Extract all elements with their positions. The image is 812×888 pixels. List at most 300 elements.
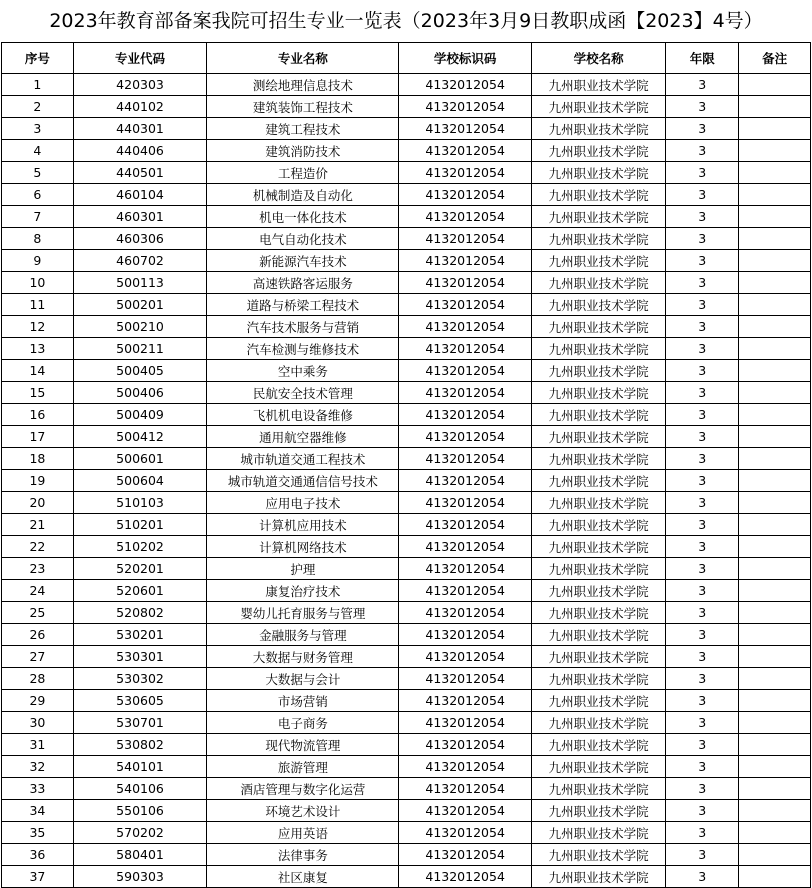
cell-major-name: 道路与桥梁工程技术 bbox=[207, 294, 399, 316]
cell-school-id: 4132012054 bbox=[399, 470, 531, 492]
cell-major-name: 机电一体化技术 bbox=[207, 206, 399, 228]
cell-major-name: 高速铁路客运服务 bbox=[207, 272, 399, 294]
cell-major-code: 500601 bbox=[73, 448, 206, 470]
cell-years: 3 bbox=[666, 734, 739, 756]
cell-major-code: 520201 bbox=[73, 558, 206, 580]
cell-school-id: 4132012054 bbox=[399, 580, 531, 602]
cell-school-name: 九州职业技术学院 bbox=[531, 250, 665, 272]
cell-years: 3 bbox=[666, 558, 739, 580]
cell-seq: 27 bbox=[2, 646, 74, 668]
cell-seq: 35 bbox=[2, 822, 74, 844]
table-row bbox=[2, 162, 811, 184]
cell-school-id: 4132012054 bbox=[399, 228, 531, 250]
table-title: 2023年教育部备案我院可招生专业一览表（2023年3月9日教职成函【2023】4号） bbox=[49, 10, 763, 32]
cell-school-id: 4132012054 bbox=[399, 250, 531, 272]
cell-school-name: 九州职业技术学院 bbox=[531, 294, 665, 316]
cell-major-code: 440301 bbox=[73, 118, 206, 140]
cell-years: 3 bbox=[666, 250, 739, 272]
cell-major-code: 500211 bbox=[73, 338, 206, 360]
table-row bbox=[2, 536, 811, 558]
cell-years: 3 bbox=[666, 668, 739, 690]
cell-notes bbox=[739, 162, 811, 184]
cell-major-name: 康复治疗技术 bbox=[207, 580, 399, 602]
cell-seq: 31 bbox=[2, 734, 74, 756]
table-row bbox=[2, 74, 811, 96]
cell-school-name: 九州职业技术学院 bbox=[531, 668, 665, 690]
cell-school-name: 九州职业技术学院 bbox=[531, 140, 665, 162]
cell-major-name: 通用航空器维修 bbox=[207, 426, 399, 448]
cell-years: 3 bbox=[666, 272, 739, 294]
cell-years: 3 bbox=[666, 470, 739, 492]
cell-years: 3 bbox=[666, 602, 739, 624]
header-school-id: 学校标识码 bbox=[399, 43, 531, 74]
table-row bbox=[2, 602, 811, 624]
cell-notes bbox=[739, 338, 811, 360]
cell-seq: 16 bbox=[2, 404, 74, 426]
cell-notes bbox=[739, 800, 811, 822]
cell-years: 3 bbox=[666, 74, 739, 96]
cell-notes bbox=[739, 74, 811, 96]
cell-school-name: 九州职业技术学院 bbox=[531, 536, 665, 558]
cell-seq: 29 bbox=[2, 690, 74, 712]
cell-seq: 12 bbox=[2, 316, 74, 338]
cell-school-id: 4132012054 bbox=[399, 844, 531, 866]
cell-years: 3 bbox=[666, 580, 739, 602]
cell-seq: 37 bbox=[2, 866, 74, 888]
cell-school-name: 九州职业技术学院 bbox=[531, 404, 665, 426]
cell-notes bbox=[739, 448, 811, 470]
cell-school-id: 4132012054 bbox=[399, 646, 531, 668]
table-row bbox=[2, 822, 811, 844]
cell-notes bbox=[739, 206, 811, 228]
table-row bbox=[2, 624, 811, 646]
cell-years: 3 bbox=[666, 228, 739, 250]
cell-notes bbox=[739, 404, 811, 426]
cell-seq: 4 bbox=[2, 140, 74, 162]
cell-major-code: 500201 bbox=[73, 294, 206, 316]
cell-major-name: 市场营销 bbox=[207, 690, 399, 712]
cell-years: 3 bbox=[666, 162, 739, 184]
cell-major-name: 空中乘务 bbox=[207, 360, 399, 382]
cell-seq: 15 bbox=[2, 382, 74, 404]
cell-years: 3 bbox=[666, 492, 739, 514]
cell-notes bbox=[739, 844, 811, 866]
cell-years: 3 bbox=[666, 360, 739, 382]
cell-seq: 28 bbox=[2, 668, 74, 690]
cell-school-name: 九州职业技术学院 bbox=[531, 448, 665, 470]
table-row bbox=[2, 184, 811, 206]
cell-years: 3 bbox=[666, 536, 739, 558]
cell-years: 3 bbox=[666, 338, 739, 360]
cell-major-name: 机械制造及自动化 bbox=[207, 184, 399, 206]
cell-major-code: 530802 bbox=[73, 734, 206, 756]
cell-major-name: 金融服务与管理 bbox=[207, 624, 399, 646]
cell-school-id: 4132012054 bbox=[399, 602, 531, 624]
cell-notes bbox=[739, 734, 811, 756]
cell-years: 3 bbox=[666, 756, 739, 778]
cell-seq: 22 bbox=[2, 536, 74, 558]
cell-notes bbox=[739, 668, 811, 690]
cell-major-name: 应用电子技术 bbox=[207, 492, 399, 514]
cell-notes bbox=[739, 382, 811, 404]
table-row bbox=[2, 250, 811, 272]
header-major-name: 专业名称 bbox=[207, 43, 399, 74]
cell-school-name: 九州职业技术学院 bbox=[531, 602, 665, 624]
table-row bbox=[2, 668, 811, 690]
cell-school-name: 九州职业技术学院 bbox=[531, 360, 665, 382]
cell-school-id: 4132012054 bbox=[399, 558, 531, 580]
cell-school-name: 九州职业技术学院 bbox=[531, 734, 665, 756]
cell-years: 3 bbox=[666, 822, 739, 844]
cell-seq: 30 bbox=[2, 712, 74, 734]
cell-major-code: 500412 bbox=[73, 426, 206, 448]
cell-school-id: 4132012054 bbox=[399, 778, 531, 800]
table-row bbox=[2, 294, 811, 316]
table-row bbox=[2, 800, 811, 822]
cell-school-id: 4132012054 bbox=[399, 162, 531, 184]
cell-school-name: 九州职业技术学院 bbox=[531, 338, 665, 360]
cell-major-code: 550106 bbox=[73, 800, 206, 822]
cell-major-code: 440102 bbox=[73, 96, 206, 118]
cell-school-name: 九州职业技术学院 bbox=[531, 756, 665, 778]
cell-years: 3 bbox=[666, 184, 739, 206]
cell-major-name: 建筑装饰工程技术 bbox=[207, 96, 399, 118]
cell-school-id: 4132012054 bbox=[399, 96, 531, 118]
cell-seq: 36 bbox=[2, 844, 74, 866]
majors-table bbox=[1, 42, 811, 888]
cell-seq: 8 bbox=[2, 228, 74, 250]
cell-notes bbox=[739, 690, 811, 712]
cell-school-name: 九州职业技术学院 bbox=[531, 690, 665, 712]
cell-major-code: 510202 bbox=[73, 536, 206, 558]
cell-school-id: 4132012054 bbox=[399, 426, 531, 448]
cell-years: 3 bbox=[666, 690, 739, 712]
cell-notes bbox=[739, 470, 811, 492]
cell-years: 3 bbox=[666, 404, 739, 426]
cell-major-code: 530301 bbox=[73, 646, 206, 668]
cell-major-code: 500406 bbox=[73, 382, 206, 404]
table-row bbox=[2, 338, 811, 360]
cell-seq: 2 bbox=[2, 96, 74, 118]
cell-school-id: 4132012054 bbox=[399, 74, 531, 96]
cell-years: 3 bbox=[666, 448, 739, 470]
cell-school-id: 4132012054 bbox=[399, 492, 531, 514]
cell-years: 3 bbox=[666, 866, 739, 888]
cell-major-code: 500409 bbox=[73, 404, 206, 426]
cell-major-code: 520601 bbox=[73, 580, 206, 602]
cell-years: 3 bbox=[666, 382, 739, 404]
cell-years: 3 bbox=[666, 316, 739, 338]
cell-school-id: 4132012054 bbox=[399, 712, 531, 734]
cell-school-id: 4132012054 bbox=[399, 118, 531, 140]
table-row bbox=[2, 316, 811, 338]
cell-school-name: 九州职业技术学院 bbox=[531, 316, 665, 338]
cell-major-code: 530701 bbox=[73, 712, 206, 734]
cell-notes bbox=[739, 536, 811, 558]
cell-notes bbox=[739, 624, 811, 646]
cell-major-name: 建筑工程技术 bbox=[207, 118, 399, 140]
cell-notes bbox=[739, 250, 811, 272]
cell-school-id: 4132012054 bbox=[399, 140, 531, 162]
cell-notes bbox=[739, 778, 811, 800]
cell-major-name: 飞机机电设备维修 bbox=[207, 404, 399, 426]
cell-seq: 23 bbox=[2, 558, 74, 580]
cell-notes bbox=[739, 756, 811, 778]
table-row bbox=[2, 580, 811, 602]
cell-major-name: 建筑消防技术 bbox=[207, 140, 399, 162]
cell-school-name: 九州职业技术学院 bbox=[531, 558, 665, 580]
cell-seq: 5 bbox=[2, 162, 74, 184]
cell-major-name: 法律事务 bbox=[207, 844, 399, 866]
cell-major-code: 460702 bbox=[73, 250, 206, 272]
cell-school-id: 4132012054 bbox=[399, 404, 531, 426]
cell-years: 3 bbox=[666, 514, 739, 536]
cell-major-code: 420303 bbox=[73, 74, 206, 96]
cell-years: 3 bbox=[666, 426, 739, 448]
table-row bbox=[2, 844, 811, 866]
table-row bbox=[2, 272, 811, 294]
header-seq: 序号 bbox=[2, 43, 74, 74]
cell-school-name: 九州职业技术学院 bbox=[531, 228, 665, 250]
cell-notes bbox=[739, 360, 811, 382]
cell-major-name: 社区康复 bbox=[207, 866, 399, 888]
cell-major-code: 500113 bbox=[73, 272, 206, 294]
cell-school-id: 4132012054 bbox=[399, 514, 531, 536]
cell-school-id: 4132012054 bbox=[399, 206, 531, 228]
cell-major-name: 现代物流管理 bbox=[207, 734, 399, 756]
cell-major-name: 电气自动化技术 bbox=[207, 228, 399, 250]
cell-school-id: 4132012054 bbox=[399, 690, 531, 712]
cell-major-code: 540101 bbox=[73, 756, 206, 778]
cell-notes bbox=[739, 514, 811, 536]
table-row bbox=[2, 514, 811, 536]
cell-notes bbox=[739, 646, 811, 668]
cell-major-name: 城市轨道交通通信信号技术 bbox=[207, 470, 399, 492]
cell-notes bbox=[739, 492, 811, 514]
cell-years: 3 bbox=[666, 624, 739, 646]
cell-seq: 18 bbox=[2, 448, 74, 470]
cell-major-name: 工程造价 bbox=[207, 162, 399, 184]
header-row bbox=[2, 43, 811, 74]
table-row bbox=[2, 778, 811, 800]
cell-school-name: 九州职业技术学院 bbox=[531, 272, 665, 294]
table-row bbox=[2, 118, 811, 140]
cell-seq: 33 bbox=[2, 778, 74, 800]
cell-school-name: 九州职业技术学院 bbox=[531, 382, 665, 404]
table-row bbox=[2, 228, 811, 250]
cell-seq: 11 bbox=[2, 294, 74, 316]
cell-major-name: 旅游管理 bbox=[207, 756, 399, 778]
header-school-name: 学校名称 bbox=[531, 43, 665, 74]
cell-seq: 34 bbox=[2, 800, 74, 822]
table-row bbox=[2, 734, 811, 756]
cell-school-id: 4132012054 bbox=[399, 734, 531, 756]
table-row bbox=[2, 690, 811, 712]
cell-notes bbox=[739, 294, 811, 316]
cell-school-name: 九州职业技术学院 bbox=[531, 426, 665, 448]
cell-major-code: 580401 bbox=[73, 844, 206, 866]
cell-notes bbox=[739, 822, 811, 844]
cell-school-id: 4132012054 bbox=[399, 624, 531, 646]
cell-major-name: 应用英语 bbox=[207, 822, 399, 844]
cell-major-code: 530605 bbox=[73, 690, 206, 712]
cell-notes bbox=[739, 272, 811, 294]
cell-years: 3 bbox=[666, 118, 739, 140]
cell-years: 3 bbox=[666, 646, 739, 668]
cell-school-name: 九州职业技术学院 bbox=[531, 206, 665, 228]
cell-school-id: 4132012054 bbox=[399, 338, 531, 360]
cell-seq: 14 bbox=[2, 360, 74, 382]
cell-major-name: 新能源汽车技术 bbox=[207, 250, 399, 272]
cell-school-id: 4132012054 bbox=[399, 294, 531, 316]
cell-major-code: 570202 bbox=[73, 822, 206, 844]
cell-major-code: 510103 bbox=[73, 492, 206, 514]
cell-school-id: 4132012054 bbox=[399, 316, 531, 338]
cell-major-code: 540106 bbox=[73, 778, 206, 800]
cell-school-name: 九州职业技术学院 bbox=[531, 624, 665, 646]
cell-major-name: 环境艺术设计 bbox=[207, 800, 399, 822]
cell-school-name: 九州职业技术学院 bbox=[531, 646, 665, 668]
cell-major-code: 500405 bbox=[73, 360, 206, 382]
cell-major-code: 530302 bbox=[73, 668, 206, 690]
cell-notes bbox=[739, 602, 811, 624]
cell-notes bbox=[739, 184, 811, 206]
cell-major-code: 500604 bbox=[73, 470, 206, 492]
header-major-code: 专业代码 bbox=[73, 43, 206, 74]
cell-school-id: 4132012054 bbox=[399, 382, 531, 404]
cell-school-name: 九州职业技术学院 bbox=[531, 800, 665, 822]
cell-years: 3 bbox=[666, 778, 739, 800]
cell-notes bbox=[739, 228, 811, 250]
cell-notes bbox=[739, 316, 811, 338]
cell-school-name: 九州职业技术学院 bbox=[531, 844, 665, 866]
cell-years: 3 bbox=[666, 206, 739, 228]
cell-major-name: 汽车检测与维修技术 bbox=[207, 338, 399, 360]
cell-major-name: 大数据与财务管理 bbox=[207, 646, 399, 668]
cell-notes bbox=[739, 580, 811, 602]
cell-school-name: 九州职业技术学院 bbox=[531, 184, 665, 206]
cell-major-code: 500210 bbox=[73, 316, 206, 338]
cell-seq: 1 bbox=[2, 74, 74, 96]
cell-seq: 6 bbox=[2, 184, 74, 206]
cell-major-code: 520802 bbox=[73, 602, 206, 624]
header-notes: 备注 bbox=[739, 43, 811, 74]
cell-school-id: 4132012054 bbox=[399, 272, 531, 294]
table-row bbox=[2, 756, 811, 778]
cell-school-name: 九州职业技术学院 bbox=[531, 822, 665, 844]
table-row bbox=[2, 712, 811, 734]
table-row bbox=[2, 470, 811, 492]
cell-seq: 19 bbox=[2, 470, 74, 492]
cell-notes bbox=[739, 712, 811, 734]
cell-school-id: 4132012054 bbox=[399, 448, 531, 470]
cell-notes bbox=[739, 96, 811, 118]
cell-major-code: 460104 bbox=[73, 184, 206, 206]
cell-school-id: 4132012054 bbox=[399, 184, 531, 206]
cell-major-name: 酒店管理与数字化运营 bbox=[207, 778, 399, 800]
table-body bbox=[2, 74, 811, 888]
cell-years: 3 bbox=[666, 844, 739, 866]
table-row bbox=[2, 866, 811, 888]
cell-school-name: 九州职业技术学院 bbox=[531, 118, 665, 140]
cell-major-name: 汽车技术服务与营销 bbox=[207, 316, 399, 338]
cell-major-name: 民航安全技术管理 bbox=[207, 382, 399, 404]
cell-seq: 25 bbox=[2, 602, 74, 624]
table-row bbox=[2, 96, 811, 118]
cell-seq: 17 bbox=[2, 426, 74, 448]
cell-major-code: 460306 bbox=[73, 228, 206, 250]
cell-school-id: 4132012054 bbox=[399, 360, 531, 382]
table-row bbox=[2, 492, 811, 514]
cell-years: 3 bbox=[666, 712, 739, 734]
cell-school-id: 4132012054 bbox=[399, 668, 531, 690]
table-row bbox=[2, 426, 811, 448]
cell-school-name: 九州职业技术学院 bbox=[531, 580, 665, 602]
cell-major-name: 计算机应用技术 bbox=[207, 514, 399, 536]
cell-major-code: 590303 bbox=[73, 866, 206, 888]
cell-notes bbox=[739, 426, 811, 448]
table-row bbox=[2, 140, 811, 162]
table-row bbox=[2, 382, 811, 404]
cell-school-name: 九州职业技术学院 bbox=[531, 492, 665, 514]
cell-school-id: 4132012054 bbox=[399, 756, 531, 778]
cell-major-name: 护理 bbox=[207, 558, 399, 580]
cell-seq: 26 bbox=[2, 624, 74, 646]
cell-major-code: 530201 bbox=[73, 624, 206, 646]
cell-seq: 9 bbox=[2, 250, 74, 272]
cell-major-name: 城市轨道交通工程技术 bbox=[207, 448, 399, 470]
table-row bbox=[2, 360, 811, 382]
cell-major-code: 440406 bbox=[73, 140, 206, 162]
cell-school-id: 4132012054 bbox=[399, 800, 531, 822]
cell-seq: 24 bbox=[2, 580, 74, 602]
header-years: 年限 bbox=[666, 43, 739, 74]
table-row bbox=[2, 404, 811, 426]
cell-notes bbox=[739, 140, 811, 162]
cell-major-code: 510201 bbox=[73, 514, 206, 536]
cell-notes bbox=[739, 866, 811, 888]
cell-school-name: 九州职业技术学院 bbox=[531, 74, 665, 96]
cell-major-code: 440501 bbox=[73, 162, 206, 184]
cell-seq: 3 bbox=[2, 118, 74, 140]
cell-major-name: 婴幼儿托育服务与管理 bbox=[207, 602, 399, 624]
cell-school-name: 九州职业技术学院 bbox=[531, 162, 665, 184]
cell-major-name: 大数据与会计 bbox=[207, 668, 399, 690]
cell-school-name: 九州职业技术学院 bbox=[531, 866, 665, 888]
cell-seq: 13 bbox=[2, 338, 74, 360]
cell-years: 3 bbox=[666, 294, 739, 316]
cell-school-name: 九州职业技术学院 bbox=[531, 712, 665, 734]
cell-years: 3 bbox=[666, 96, 739, 118]
cell-seq: 32 bbox=[2, 756, 74, 778]
cell-major-code: 460301 bbox=[73, 206, 206, 228]
table-row bbox=[2, 646, 811, 668]
cell-school-id: 4132012054 bbox=[399, 536, 531, 558]
cell-school-name: 九州职业技术学院 bbox=[531, 96, 665, 118]
cell-major-name: 测绘地理信息技术 bbox=[207, 74, 399, 96]
table-row bbox=[2, 558, 811, 580]
cell-school-id: 4132012054 bbox=[399, 822, 531, 844]
cell-seq: 20 bbox=[2, 492, 74, 514]
cell-major-name: 计算机网络技术 bbox=[207, 536, 399, 558]
cell-major-name: 电子商务 bbox=[207, 712, 399, 734]
cell-school-name: 九州职业技术学院 bbox=[531, 778, 665, 800]
cell-seq: 7 bbox=[2, 206, 74, 228]
cell-notes bbox=[739, 118, 811, 140]
table-row bbox=[2, 448, 811, 470]
cell-school-name: 九州职业技术学院 bbox=[531, 514, 665, 536]
cell-notes bbox=[739, 558, 811, 580]
